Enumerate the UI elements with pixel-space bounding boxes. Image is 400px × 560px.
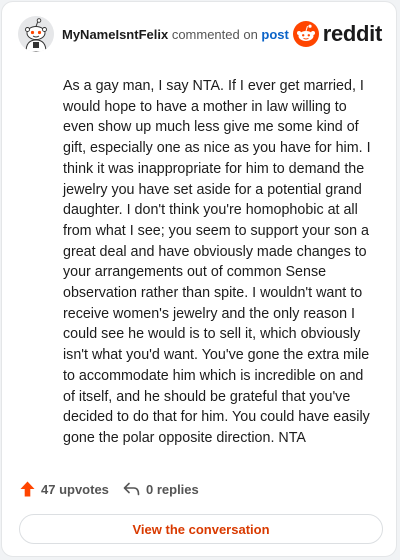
reddit-wordmark: reddit — [322, 21, 382, 46]
commented-on-text: commented on — [168, 27, 262, 42]
reply-arrow-icon — [123, 482, 140, 496]
reply-button[interactable] — [123, 478, 199, 500]
snoo-avatar-icon — [18, 16, 54, 52]
comment-card — [1, 1, 397, 557]
comment-actions — [20, 478, 378, 500]
upvote-button[interactable] — [20, 478, 109, 500]
upvote-arrow-icon — [20, 481, 35, 497]
reddit-snoo-icon — [293, 21, 319, 47]
comment-header — [16, 16, 382, 56]
reply-count: 0 replies — [146, 481, 199, 497]
view-conversation-button[interactable]: View the conversation — [19, 514, 383, 544]
upvote-count: 47 upvotes — [41, 481, 109, 497]
post-link[interactable]: post — [261, 27, 289, 42]
comment-body: As a gay man, I say NTA. If I ever get married, I would hope to have a mother in law willing to even show up much less give me some kind of gift, especially one as nice as you have for him. I think it was inappropriate for him to demand the jewelry you have set aside for a potential grand daughter. I don't think you're homophobic at all from what I see; you seem to support your son a great deal and have obviously made changes to your arrangements out of common Sense observation rather than spite. I wouldn't want to receive women's jewelry and the only reason I could see he would is to sell it, which obviously isn't what you'd want. You've gone the extra mile to accommodate him which is incredible on and of itself, and he should be grateful that you've decided to do that for him. You could have easily gone the polar opposite direction. NTA — [63, 78, 371, 446]
username-link[interactable]: MyNameIsntFelix — [62, 27, 169, 42]
reddit-logo[interactable] — [293, 20, 382, 48]
user-avatar[interactable] — [18, 16, 54, 52]
comment-byline — [62, 27, 289, 42]
